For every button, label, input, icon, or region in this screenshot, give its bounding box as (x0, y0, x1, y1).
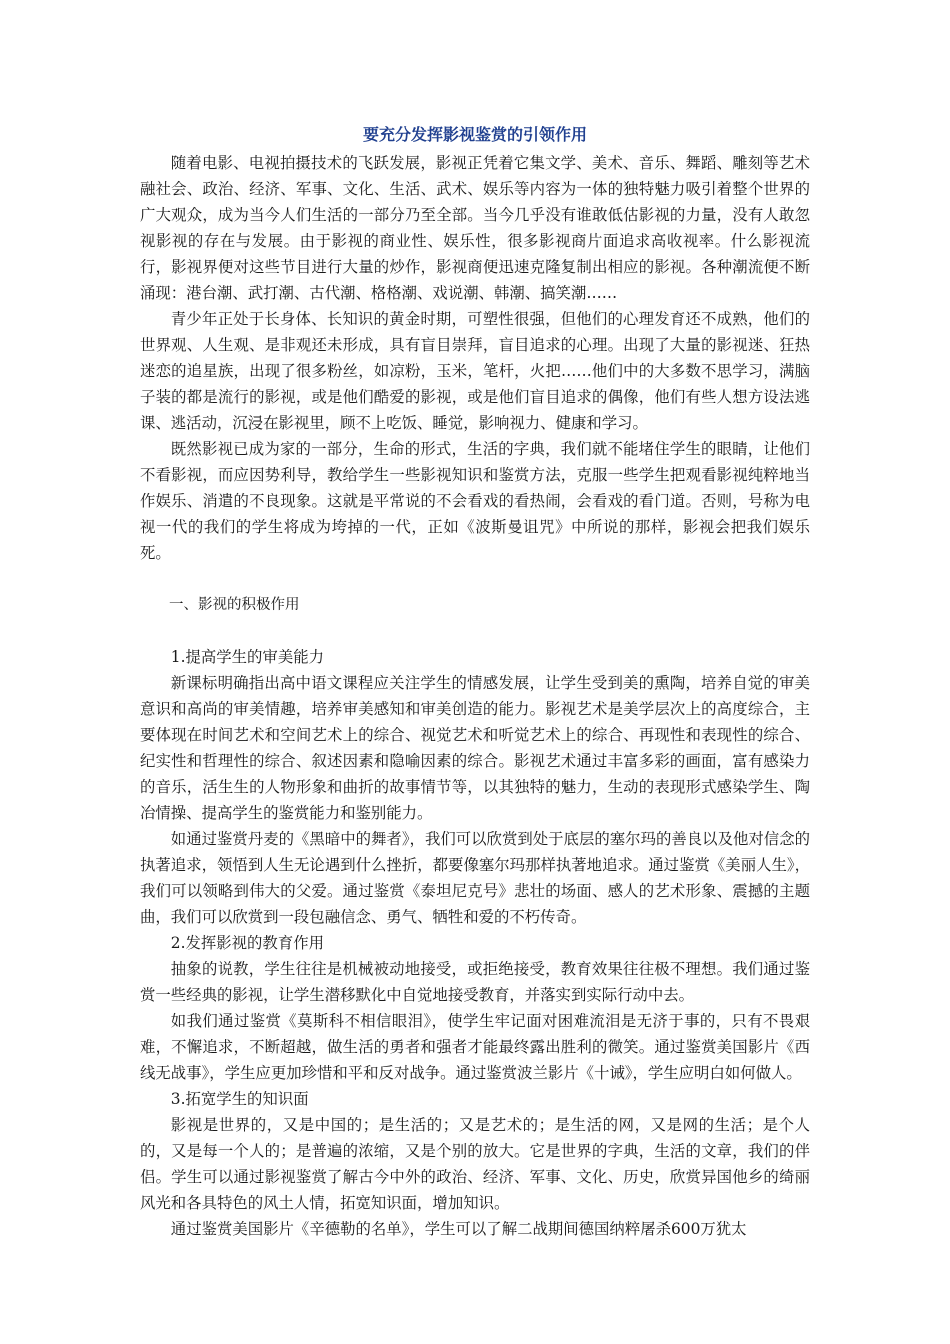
subsection-2-paragraph-1: 抽象的说教，学生往往是机械被动地接受，或拒绝接受，教育效果往往极不理想。我们通过鉴赏一些经典的影视，让学生潜移默化中自觉地接受教育，并落实到实际行动中去。 (140, 960, 810, 1004)
document-title: 要充分发挥影视鉴赏的引领作用 (362, 125, 587, 144)
section-heading-1: 一、影视的积极作用 (169, 597, 300, 613)
subsection-3-paragraph-2: 通过鉴赏美国影片《辛德勒的名单》，学生可以了解二战期间德国纳粹屠杀600万犹太 (170, 1220, 747, 1238)
document-page (140, 122, 810, 1242)
subsection-heading-2: 2.发挥影视的教育作用 (170, 934, 324, 952)
spacer (140, 618, 810, 644)
subsection-1-paragraph-1: 新课标明确指出高中语文课程应关注学生的情感发展，让学生受到美的熏陶，培养自觉的审美意识和高尚的审美情趣，培养审美感知和审美创造的能力。影视艺术是美学层次上的高度综合，主要体现在时间艺术和空间艺术上的综合、视觉艺术和听觉艺术上的综合、再现性和表现性的综合、纪实性和哲理性的综合、叙述因素和隐喻因素的综合。影视艺术通过丰富多彩的画面，富有感染力的音乐，活生生的人物形象和曲折的故事情节等，以其独特的魅力，生动的表现形式感染学生、陶冶情操、提高学生的鉴赏能力和鉴别能力。 (140, 674, 810, 822)
subsection-heading-3: 3.拓宽学生的知识面 (170, 1090, 309, 1108)
subsection-2-paragraph-2: 如我们通过鉴赏《莫斯科不相信眼泪》，使学生牢记面对困难流泪是无济于事的，只有不畏艰难，不懈追求，不断超越，做生活的勇者和强者才能最终露出胜利的微笑。通过鉴赏美国影片《西线无战事》，学生应更加珍惜和平和反对战争。通过鉴赏波兰影片《十诫》，学生应明白如何做人。 (140, 1012, 810, 1082)
subsection-heading-1: 1.提高学生的审美能力 (170, 648, 324, 666)
spacer (140, 566, 810, 592)
intro-paragraph-1: 随着电影、电视拍摄技术的飞跃发展，影视正凭着它集文学、美术、音乐、舞蹈、雕刻等艺术融社会、政治、经济、军事、文化、生活、武术、娱乐等内容为一体的独特魅力吸引着整个世界的广大观众，成为当今人们生活的一部分乃至全部。当今几乎没有谁敢低估影视的力量，没有人敢忽视影视的存在与发展。由于影视的商业性、娱乐性，很多影视商片面追求高收视率。什么影视流行，影视界便对这些节目进行大量的炒作，影视商便迅速克隆复制出相应的影视。各种潮流便不断涌现：港台潮、武打潮、古代潮、格格潮、戏说潮、韩潮、搞笑潮…… (140, 154, 810, 302)
subsection-3-paragraph-1: 影视是世界的，又是中国的；是生活的；又是艺术的；是生活的网，又是网的生活；是个人的，又是每一个人的；是普遍的浓缩，又是个别的放大。它是世界的字典，生活的文章，我们的伴侣。学生可以通过影视鉴赏了解古今中外的政治、经济、军事、文化、历史，欣赏异国他乡的绮丽风光和各具特色的风土人情，拓宽知识面，增加知识。 (140, 1116, 810, 1212)
subsection-1-paragraph-2: 如通过鉴赏丹麦的《黑暗中的舞者》，我们可以欣赏到处于底层的塞尔玛的善良以及他对信念的执著追求，领悟到人生无论遇到什么挫折，都要像塞尔玛那样执著地追求。通过鉴赏《美丽人生》，我们可以领略到伟大的父爱。通过鉴赏《泰坦尼克号》悲壮的场面、感人的艺术形象、震撼的主题曲，我们可以欣赏到一段包融信念、勇气、牺牲和爱的不朽传奇。 (140, 830, 810, 926)
intro-paragraph-3: 既然影视已成为家的一部分，生命的形式，生活的字典，我们就不能堵住学生的眼睛，让他们不看影视，而应因势利导，教给学生一些影视知识和鉴赏方法，克服一些学生把观看影视纯粹地当作娱乐、消遣的不良现象。这就是平常说的不会看戏的看热闹，会看戏的看门道。否则，号称为电视一代的我们的学生将成为垮掉的一代，正如《波斯曼诅咒》中所说的那样，影视会把我们娱乐死。 (140, 440, 810, 562)
intro-paragraph-2: 青少年正处于长身体、长知识的黄金时期，可塑性很强，但他们的心理发育还不成熟，他们的世界观、人生观、是非观还未形成，具有盲目崇拜，盲目追求的心理。出现了大量的影视迷、狂热迷恋的追星族，出现了很多粉丝，如凉粉，玉米，笔杆，火把……他们中的大多数不思学习，满脑子装的都是流行的影视，或是他们酷爱的影视，或是他们盲目追求的偶像，他们有些人想方设法逃课、逃活动，沉浸在影视里，顾不上吃饭、睡觉，影响视力、健康和学习。 (140, 310, 810, 432)
